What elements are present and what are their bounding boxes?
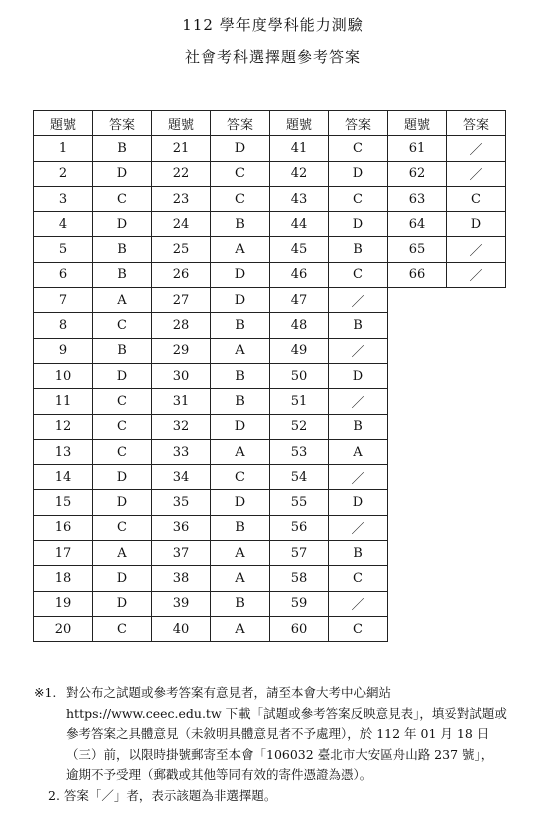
- note-1-line: 對公布之試題或參考答案有意見者，請至本會大考中心網站: [66, 685, 392, 700]
- answer-cell: D: [93, 212, 152, 237]
- answer-cell: D: [211, 288, 270, 313]
- question-number-cell: 14: [34, 465, 93, 490]
- answer-cell: A: [329, 439, 388, 464]
- question-number-cell: 31: [152, 389, 211, 414]
- question-number-cell: 18: [34, 566, 93, 591]
- answer-cell: D: [93, 490, 152, 515]
- empty-cell: [388, 338, 447, 363]
- question-number-cell: 53: [270, 439, 329, 464]
- question-number-cell: 37: [152, 541, 211, 566]
- answer-cell: B: [211, 212, 270, 237]
- answer-cell: ／: [329, 515, 388, 540]
- answer-cell: C: [329, 136, 388, 161]
- answer-cell: D: [329, 490, 388, 515]
- header-cell: 題號: [34, 111, 93, 136]
- question-number-cell: 25: [152, 237, 211, 262]
- table-row: [34, 212, 506, 237]
- question-number-cell: 23: [152, 186, 211, 211]
- question-number-cell: 30: [152, 363, 211, 388]
- question-number-cell: 66: [388, 262, 447, 287]
- answer-cell: D: [93, 161, 152, 186]
- question-number-cell: 39: [152, 591, 211, 616]
- question-number-cell: 36: [152, 515, 211, 540]
- table-row: [34, 237, 506, 262]
- header-cell: 答案: [93, 111, 152, 136]
- answer-cell: B: [211, 389, 270, 414]
- empty-cell: [447, 465, 506, 490]
- answer-cell: C: [211, 465, 270, 490]
- answer-cell: C: [211, 161, 270, 186]
- answer-cell: D: [93, 591, 152, 616]
- question-number-cell: 41: [270, 136, 329, 161]
- question-number-cell: 47: [270, 288, 329, 313]
- question-number-cell: 6: [34, 262, 93, 287]
- question-number-cell: 43: [270, 186, 329, 211]
- answer-cell: C: [93, 439, 152, 464]
- empty-cell: [388, 363, 447, 388]
- answer-cell: B: [329, 541, 388, 566]
- answer-cell: B: [93, 237, 152, 262]
- question-number-cell: 44: [270, 212, 329, 237]
- question-number-cell: 54: [270, 465, 329, 490]
- answer-cell: A: [93, 541, 152, 566]
- table-row: [34, 465, 506, 490]
- question-number-cell: 35: [152, 490, 211, 515]
- answer-cell: B: [211, 363, 270, 388]
- empty-cell: [388, 566, 447, 591]
- question-number-cell: 12: [34, 414, 93, 439]
- answer-cell: ／: [447, 161, 506, 186]
- answer-cell: C: [93, 616, 152, 641]
- question-number-cell: 60: [270, 616, 329, 641]
- question-number-cell: 28: [152, 313, 211, 338]
- answer-cell: A: [211, 338, 270, 363]
- header-cell: 答案: [447, 111, 506, 136]
- answer-cell: C: [447, 186, 506, 211]
- empty-cell: [388, 515, 447, 540]
- answer-cell: B: [329, 414, 388, 439]
- note-2: 2. 答案「／」者，表示該題為非選擇題。: [48, 787, 277, 803]
- empty-cell: [388, 313, 447, 338]
- question-number-cell: 8: [34, 313, 93, 338]
- question-number-cell: 15: [34, 490, 93, 515]
- answer-cell: C: [93, 389, 152, 414]
- answer-cell: B: [93, 338, 152, 363]
- answer-cell: D: [329, 161, 388, 186]
- table-row: [34, 161, 506, 186]
- table-row: [34, 591, 506, 616]
- question-number-cell: 10: [34, 363, 93, 388]
- question-number-cell: 52: [270, 414, 329, 439]
- header-cell: 答案: [211, 111, 270, 136]
- question-number-cell: 65: [388, 237, 447, 262]
- table-row: [34, 566, 506, 591]
- table-header-row: [34, 111, 506, 136]
- note-1: [34, 683, 514, 786]
- question-number-cell: 46: [270, 262, 329, 287]
- empty-cell: [447, 616, 506, 641]
- empty-cell: [447, 338, 506, 363]
- question-number-cell: 16: [34, 515, 93, 540]
- answer-cell: C: [329, 262, 388, 287]
- empty-cell: [388, 465, 447, 490]
- question-number-cell: 49: [270, 338, 329, 363]
- empty-cell: [388, 288, 447, 313]
- answer-cell: A: [93, 288, 152, 313]
- answer-cell: D: [211, 262, 270, 287]
- empty-cell: [447, 515, 506, 540]
- answer-cell: B: [329, 313, 388, 338]
- answer-cell: B: [211, 313, 270, 338]
- question-number-cell: 22: [152, 161, 211, 186]
- answer-cell: ／: [329, 591, 388, 616]
- question-number-cell: 3: [34, 186, 93, 211]
- answer-cell: B: [329, 237, 388, 262]
- question-number-cell: 11: [34, 389, 93, 414]
- empty-cell: [388, 541, 447, 566]
- note-1-line: （三）前，以限時掛號郵寄至本會「106032 臺北市大安區舟山路 237 號」，: [66, 746, 494, 762]
- answer-cell: A: [211, 541, 270, 566]
- answer-cell: D: [93, 566, 152, 591]
- question-number-cell: 2: [34, 161, 93, 186]
- answer-cell: B: [211, 515, 270, 540]
- table-row: [34, 616, 506, 641]
- answer-cell: B: [93, 136, 152, 161]
- question-number-cell: 26: [152, 262, 211, 287]
- answer-cell: A: [211, 616, 270, 641]
- answer-cell: ／: [447, 262, 506, 287]
- question-number-cell: 42: [270, 161, 329, 186]
- answer-cell: B: [93, 262, 152, 287]
- question-number-cell: 33: [152, 439, 211, 464]
- empty-cell: [447, 591, 506, 616]
- question-number-cell: 17: [34, 541, 93, 566]
- answer-cell: ／: [329, 465, 388, 490]
- question-number-cell: 4: [34, 212, 93, 237]
- empty-cell: [388, 414, 447, 439]
- question-number-cell: 5: [34, 237, 93, 262]
- empty-cell: [447, 389, 506, 414]
- notes-section: [34, 683, 514, 806]
- answer-cell: D: [211, 414, 270, 439]
- empty-cell: [388, 591, 447, 616]
- page-subtitle: 社會考科選擇題參考答案: [184, 48, 361, 66]
- header-cell: 題號: [152, 111, 211, 136]
- answer-cell: C: [93, 414, 152, 439]
- empty-cell: [388, 490, 447, 515]
- empty-cell: [447, 313, 506, 338]
- answer-cell: A: [211, 439, 270, 464]
- answer-cell: A: [211, 566, 270, 591]
- answer-cell: ／: [447, 136, 506, 161]
- question-number-cell: 56: [270, 515, 329, 540]
- header-cell: 題號: [388, 111, 447, 136]
- answer-cell: B: [211, 591, 270, 616]
- answer-cell: D: [211, 136, 270, 161]
- answer-cell: A: [211, 237, 270, 262]
- question-number-cell: 40: [152, 616, 211, 641]
- question-number-cell: 61: [388, 136, 447, 161]
- table-row: [34, 389, 506, 414]
- empty-cell: [447, 363, 506, 388]
- table-row: [34, 515, 506, 540]
- question-number-cell: 64: [388, 212, 447, 237]
- answer-cell: ／: [329, 338, 388, 363]
- header-cell: 答案: [329, 111, 388, 136]
- note-1-line: 逾期不予受理（郵戳或其他等同有效的寄件憑證為憑）。: [66, 767, 373, 782]
- question-number-cell: 24: [152, 212, 211, 237]
- answer-cell: D: [211, 490, 270, 515]
- question-number-cell: 63: [388, 186, 447, 211]
- answer-cell: ／: [447, 237, 506, 262]
- answer-cell: C: [329, 616, 388, 641]
- empty-cell: [447, 490, 506, 515]
- empty-cell: [388, 616, 447, 641]
- question-number-cell: 19: [34, 591, 93, 616]
- answer-cell: D: [447, 212, 506, 237]
- empty-cell: [447, 566, 506, 591]
- question-number-cell: 55: [270, 490, 329, 515]
- question-number-cell: 45: [270, 237, 329, 262]
- question-number-cell: 1: [34, 136, 93, 161]
- answer-cell: C: [93, 515, 152, 540]
- table-row: [34, 136, 506, 161]
- question-number-cell: 51: [270, 389, 329, 414]
- table-row: [34, 288, 506, 313]
- question-number-cell: 38: [152, 566, 211, 591]
- question-number-cell: 29: [152, 338, 211, 363]
- question-number-cell: 57: [270, 541, 329, 566]
- empty-cell: [388, 439, 447, 464]
- table-row: [34, 363, 506, 388]
- question-number-cell: 21: [152, 136, 211, 161]
- empty-cell: [388, 389, 447, 414]
- empty-cell: [447, 439, 506, 464]
- question-number-cell: 9: [34, 338, 93, 363]
- question-number-cell: 58: [270, 566, 329, 591]
- table-row: [34, 541, 506, 566]
- table-row: [34, 338, 506, 363]
- question-number-cell: 59: [270, 591, 329, 616]
- note-1-line: 參考答案之具體意見（未敘明具體意見者不予處理），於 112 年 01 月 18 日: [66, 726, 490, 741]
- answer-cell: D: [329, 212, 388, 237]
- answer-cell: C: [329, 186, 388, 211]
- empty-cell: [447, 541, 506, 566]
- table-row: [34, 490, 506, 515]
- question-number-cell: 20: [34, 616, 93, 641]
- question-number-cell: 50: [270, 363, 329, 388]
- note-1-line: https://www.ceec.edu.tw 下載「試題或參考答案反映意見表」，填妥對試題或: [66, 705, 507, 721]
- question-number-cell: 34: [152, 465, 211, 490]
- answer-cell: D: [329, 363, 388, 388]
- question-number-cell: 7: [34, 288, 93, 313]
- table-row: [34, 262, 506, 287]
- empty-cell: [447, 288, 506, 313]
- answer-cell: C: [93, 313, 152, 338]
- question-number-cell: 62: [388, 161, 447, 186]
- question-number-cell: 13: [34, 439, 93, 464]
- question-number-cell: 48: [270, 313, 329, 338]
- answer-cell: C: [211, 186, 270, 211]
- table-row: [34, 313, 506, 338]
- question-number-cell: 27: [152, 288, 211, 313]
- answer-cell: ／: [329, 288, 388, 313]
- answer-cell: C: [93, 186, 152, 211]
- answer-cell: ／: [329, 389, 388, 414]
- table-row: [34, 414, 506, 439]
- empty-cell: [447, 414, 506, 439]
- table-row: [34, 186, 506, 211]
- answer-table: [33, 110, 506, 642]
- page-title: 112 學年度學科能力測驗: [182, 16, 364, 34]
- note-1-mark: ※1.: [34, 685, 57, 700]
- answer-cell: C: [329, 566, 388, 591]
- answer-cell: D: [93, 465, 152, 490]
- answer-cell: D: [93, 363, 152, 388]
- table-row: [34, 439, 506, 464]
- header-cell: 題號: [270, 111, 329, 136]
- question-number-cell: 32: [152, 414, 211, 439]
